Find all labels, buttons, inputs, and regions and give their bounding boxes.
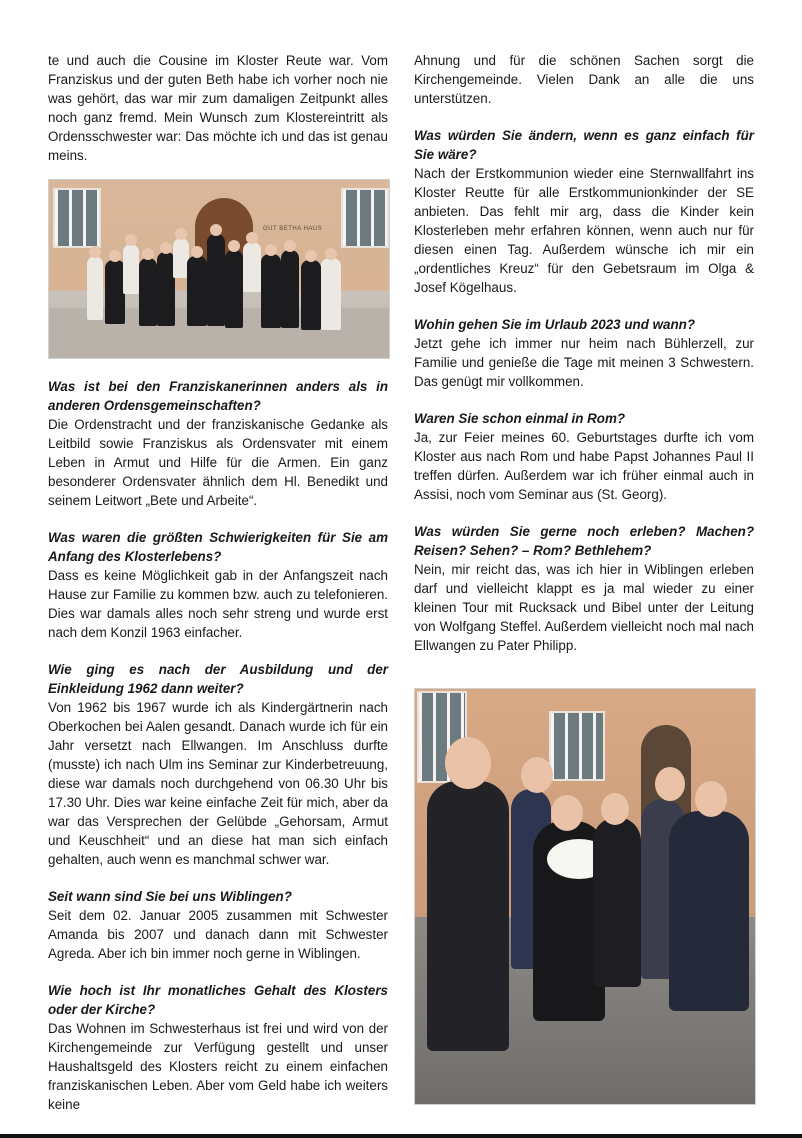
- window-right: [341, 188, 389, 248]
- answer-text: Die Ordenstracht und der franziskanische Gedanke als Leitbild sowie Franziskus als Ordensvater mit einem Leben in Armut und Hilfe für die Armen. Ein ganz besonderer Ordensvater ähnlich dem Hl. Benedikt und seinem Leitwort „Bete und Arbeite“.: [48, 417, 388, 508]
- person-face: [89, 246, 101, 258]
- question-heading: Was würden Sie gerne noch erleben? Machen? Reisen? Sehen? – Rom? Bethlehem?: [414, 524, 754, 558]
- person-figure: [261, 254, 281, 328]
- person-face: [228, 240, 240, 252]
- person-face: [142, 248, 154, 260]
- person-face: [305, 250, 317, 262]
- nun-in-coat: [669, 811, 749, 1011]
- person-figure: [301, 260, 321, 330]
- person-face: [265, 244, 277, 256]
- person-face: [125, 234, 137, 246]
- person-face: [210, 224, 222, 236]
- person-figure: [139, 258, 157, 326]
- nun-face: [695, 781, 727, 817]
- person-face: [246, 232, 258, 244]
- page-bottom-rule: [0, 1134, 802, 1138]
- person-figure: [105, 260, 125, 324]
- question-heading: Seit wann sind Sie bei uns Wiblingen?: [48, 889, 292, 904]
- man-in-dark-coat: [427, 781, 509, 1051]
- question-heading: Waren Sie schon einmal in Rom?: [414, 411, 626, 426]
- person-figure: [225, 250, 243, 328]
- right-column: [414, 51, 754, 1105]
- woman-face: [655, 767, 685, 801]
- answer-text: Nein, mir reicht das, was ich hier in Wiblingen erleben darf und vielleicht klappt es ja mal wieder zu einer kleinen Tour mit Rucksack und Bibel unter der Leitung von Wolfgang Steffel. Außerdem vielleicht noch mal nach Ellwangen zu Pater Philipp.: [414, 562, 754, 653]
- nun-face: [551, 795, 583, 831]
- man-face: [445, 737, 491, 789]
- person-figure: [281, 250, 299, 328]
- person-face: [175, 228, 187, 240]
- person-face: [191, 246, 203, 258]
- group-photo-visit: [414, 688, 756, 1105]
- person-face: [109, 250, 121, 262]
- answer-text: Von 1962 bis 1967 wurde ich als Kindergärtnerin nach Oberkochen bei Aalen gesandt. Danach wurde ich für ein Jahr versetzt nach Ellwangen. Im Anschluss durfte (musste) ich nach Ulm ins Seminar zur Kinderbetreuung, diese war damals noch durchgehend von 06.30 Uhr bis 17.30 Uhr. Dies war keine einfache Zeit für mich, aber da war das Versprechen der Gelübde „Gehorsam, Armut und Keuschheit“ und an diese hat man sich einfach gehalten, auch wenn es manchmal schwer war.: [48, 700, 388, 867]
- answer-text: Nach der Erstkommunion wieder eine Sternwallfahrt ins Kloster Reutte für alle Erstkommunionkinder der SE anbieten. Das fehlt mir arg, dass die Kinder kein Klosterleben mehr erfahren können, wenn auch nur für diesen einen Tag. Außerdem wünsche ich mir ein „ordentliches Kreuz“ für den Gebetsraum im Olga & Josef Kögelhaus.: [414, 166, 754, 295]
- answer-text: Ja, zur Feier meines 60. Geburtstages durfte ich vom Kloster aus nach Rom und habe Papst Johannes Paul II treffen dürfen. Außerdem war ich früher einmal auch in Assisi, noch vom Seminar aus (St. Georg).: [414, 430, 754, 502]
- person-face: [284, 240, 296, 252]
- house-sign: GUT BETHA HAUS: [263, 226, 323, 232]
- answer-text: Dass es keine Möglichkeit gab in der Anfangszeit nach Hause zur Familie zu kommen bzw. auch zu telefonieren. Dies war damals alles noch sehr streng und wurde erst nach dem Konzil 1963 einfacher.: [48, 568, 388, 640]
- person-face: [160, 242, 172, 254]
- question-heading: Wie ging es nach der Ausbildung und der Einkleidung 1962 dann weiter?: [48, 662, 388, 696]
- question-heading: Wie hoch ist Ihr monatliches Gehalt des Klosters oder der Kirche?: [48, 983, 388, 1017]
- answer-text: Seit dem 02. Januar 2005 zusammen mit Schwester Amanda bis 2007 und danach dann mit Schwester Agreda. Aber ich bin immer noch gerne in Wiblingen.: [48, 908, 388, 961]
- man-face: [521, 757, 553, 793]
- question-heading: Was waren die größten Schwierigkeiten für Sie am Anfang des Klosterlebens?: [48, 530, 388, 564]
- question-heading: Wohin gehen Sie im Urlaub 2023 und wann?: [414, 317, 695, 332]
- nun-in-habit: [593, 817, 641, 987]
- group-photo-nuns: [48, 179, 390, 359]
- right-intro-text: Ahnung und für die schönen Sachen sorgt die Kirchengemeinde. Vielen Dank an alle die uns unterstützen.: [414, 53, 754, 106]
- person-figure: [187, 256, 207, 326]
- person-figure: [123, 244, 139, 294]
- answer-text: Das Wohnen im Schwesterhaus ist frei und wird von der Kirchengemeinde zur Verfügung gestellt und unser Haushaltsgeld des Klosters reicht zu einem einfachen franziskanischen Leben. Aber vom Geld habe ich weiters keine: [48, 1021, 388, 1112]
- question-heading: Was würden Sie ändern, wenn es ganz einfach für Sie wäre?: [414, 128, 754, 162]
- window-center: [549, 711, 605, 781]
- question-heading: Was ist bei den Franziskanerinnen anders als in anderen Ordensgemeinschaften?: [48, 379, 388, 413]
- person-figure: [207, 234, 225, 326]
- person-figure: [243, 242, 261, 292]
- left-column: [48, 51, 388, 1114]
- left-intro-text: te und auch die Cousine im Kloster Reute war. Vom Franziskus und der guten Beth habe ich vorher noch nie was gehört, das war mir zum damaligen Zeitpunkt alles noch ganz fremd. Mein Wunsch zum Klostereintritt als Ordensschwester war: Das möchte ich und das ist genau meins.: [48, 53, 388, 163]
- answer-text: Jetzt gehe ich immer nur heim nach Bühlerzell, zur Familie und genieße die Tage mit meinen 3 Schwestern. Das genügt mir vollkommen.: [414, 336, 754, 389]
- window-left: [53, 188, 101, 248]
- person-figure: [87, 256, 103, 320]
- person-face: [325, 248, 337, 260]
- nun-face: [601, 793, 629, 825]
- person-figure: [321, 258, 341, 330]
